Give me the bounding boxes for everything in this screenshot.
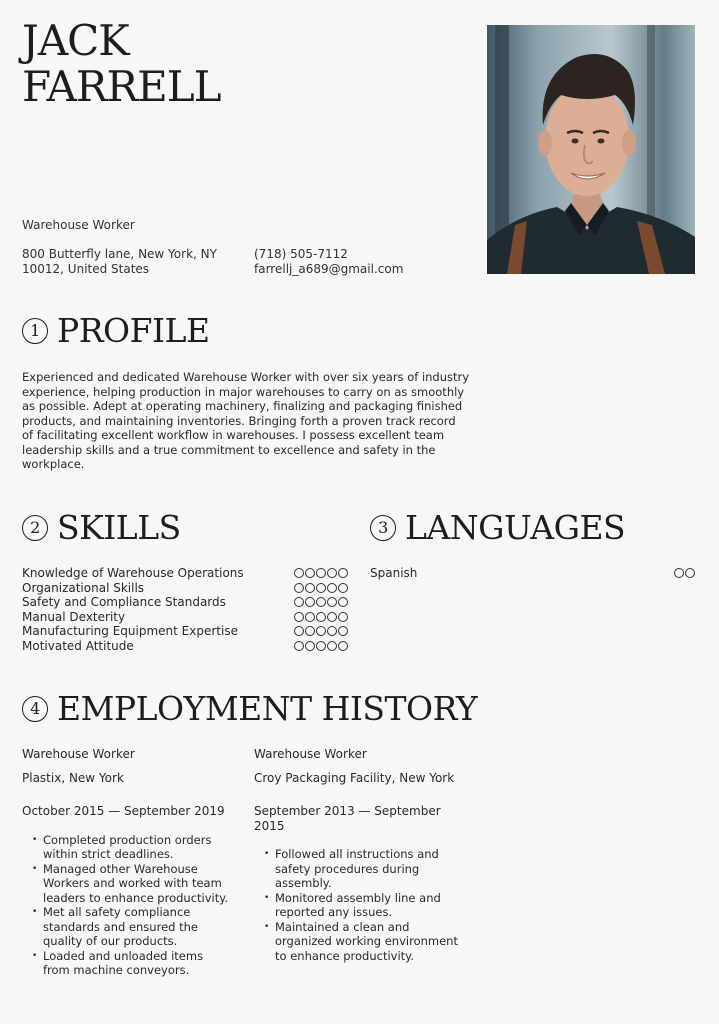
rating-circle-icon (338, 568, 348, 578)
skill-rating (294, 597, 348, 607)
candidate-name (22, 18, 221, 110)
bullet-item: • Managed other Warehouse Workers and worked with team leaders to enhance productivity. (43, 862, 232, 906)
skill-row (22, 639, 348, 654)
skill-label: Safety and Compliance Standards (22, 595, 226, 610)
email-address: farrellj_a689@gmail.com (254, 261, 404, 276)
employment-heading (22, 690, 477, 728)
rating-circle-icon (316, 626, 326, 636)
employment-company: Plastix, New York (22, 770, 124, 785)
rating-circle-icon (305, 597, 315, 607)
bullet-item: • Completed production orders within strict deadlines. (43, 833, 232, 862)
employment-heading-text: EMPLOYMENT HISTORY (57, 689, 478, 728)
rating-circle-icon (305, 583, 315, 593)
rating-circle-icon (685, 568, 695, 578)
address-line-1: 800 Butterfly lane, New York, NY (22, 247, 217, 261)
rating-circle-icon (338, 612, 348, 622)
language-label: Spanish (370, 566, 418, 581)
rating-circle-icon (305, 568, 315, 578)
languages-heading-text: LANGUAGES (405, 508, 626, 547)
skill-row (22, 581, 348, 596)
rating-circle-icon (338, 597, 348, 607)
bullet-item: • Loaded and unloaded items from machine conveyors. (43, 949, 232, 978)
rating-circle-icon (316, 583, 326, 593)
rating-circle-icon (674, 568, 684, 578)
section-number-employment: 4 (22, 696, 48, 722)
rating-circle-icon (338, 583, 348, 593)
skill-label: Manufacturing Equipment Expertise (22, 624, 238, 639)
address-line-2: 10012, United States (22, 261, 150, 276)
rating-circle-icon (305, 612, 315, 622)
rating-circle-icon (327, 583, 337, 593)
profile-heading-text: PROFILE (57, 311, 210, 350)
bullet-item: • Followed all instructions and safety procedures during assembly. (275, 847, 464, 891)
rating-circle-icon (294, 626, 304, 636)
rating-circle-icon (327, 626, 337, 636)
employment-company: Croy Packaging Facility, New York (254, 770, 455, 785)
skill-rating (294, 568, 348, 578)
skills-list (22, 566, 348, 653)
address (22, 247, 217, 276)
skill-label: Manual Dexterity (22, 609, 126, 624)
first-name: JACK (22, 16, 129, 65)
rating-circle-icon (294, 597, 304, 607)
skill-row (22, 624, 348, 639)
skill-label: Organizational Skills (22, 580, 145, 595)
bullet-item: • Maintained a clean and organized working environment to enhance productivity. (275, 920, 464, 964)
skill-row (22, 566, 348, 581)
job-title: Warehouse Worker (22, 218, 135, 232)
languages-heading (370, 509, 625, 547)
rating-circle-icon (294, 568, 304, 578)
skill-rating (294, 612, 348, 622)
employment-entry (254, 747, 464, 963)
employment-title: Warehouse Worker (22, 747, 135, 761)
rating-circle-icon (316, 612, 326, 622)
section-number-languages: 3 (370, 515, 396, 541)
language-rating (674, 568, 695, 578)
rating-circle-icon (305, 626, 315, 636)
rating-circle-icon (294, 641, 304, 651)
rating-circle-icon (316, 568, 326, 578)
rating-circle-icon (305, 641, 315, 651)
rating-circle-icon (294, 583, 304, 593)
employment-entry (22, 747, 232, 978)
profile-summary: Experienced and dedicated Warehouse Worker with over six years of industry experience, helping production in major warehouses to carry on as smoothly as possible. Adept at operating machinery, finalizing and packaging finished products, and maintaining inventories. Bringing forth a proven track record of facilitating excellent workflow in warehouses. I possess excellent team leadership skills and a true commitment to excellence and safety in the workplace. (22, 370, 470, 471)
last-name: FARRELL (22, 62, 221, 111)
bullet-item: • Monitored assembly line and reported any issues. (275, 891, 464, 920)
portrait-illustration (487, 25, 695, 274)
skills-heading (22, 509, 181, 547)
rating-circle-icon (294, 612, 304, 622)
languages-list (370, 566, 695, 581)
rating-circle-icon (327, 597, 337, 607)
bullet-item: • Met all safety compliance standards and ensured the quality of our products. (43, 905, 232, 949)
employment-title: Warehouse Worker (254, 747, 367, 761)
section-number-profile: 1 (22, 318, 48, 344)
skill-label: Knowledge of Warehouse Operations (22, 566, 244, 581)
rating-circle-icon (316, 641, 326, 651)
employment-bullets (22, 833, 232, 978)
employment-dates: September 2013 — September 2015 (254, 804, 441, 833)
skill-row (22, 610, 348, 625)
rating-circle-icon (338, 641, 348, 651)
profile-heading (22, 312, 210, 350)
skill-label: Motivated Attitude (22, 638, 134, 653)
rating-circle-icon (338, 626, 348, 636)
skill-rating (294, 641, 348, 651)
skills-heading-text: SKILLS (57, 508, 181, 547)
contact-info (254, 247, 403, 276)
rating-circle-icon (327, 612, 337, 622)
rating-circle-icon (327, 568, 337, 578)
profile-photo (487, 25, 695, 274)
skill-rating (294, 583, 348, 593)
section-number-skills: 2 (22, 515, 48, 541)
language-row (370, 566, 695, 581)
skill-rating (294, 626, 348, 636)
rating-circle-icon (327, 641, 337, 651)
skill-row (22, 595, 348, 610)
rating-circle-icon (316, 597, 326, 607)
employment-dates: October 2015 — September 2019 (22, 804, 225, 818)
phone-number: (718) 505-7112 (254, 247, 348, 261)
employment-bullets (254, 847, 464, 963)
